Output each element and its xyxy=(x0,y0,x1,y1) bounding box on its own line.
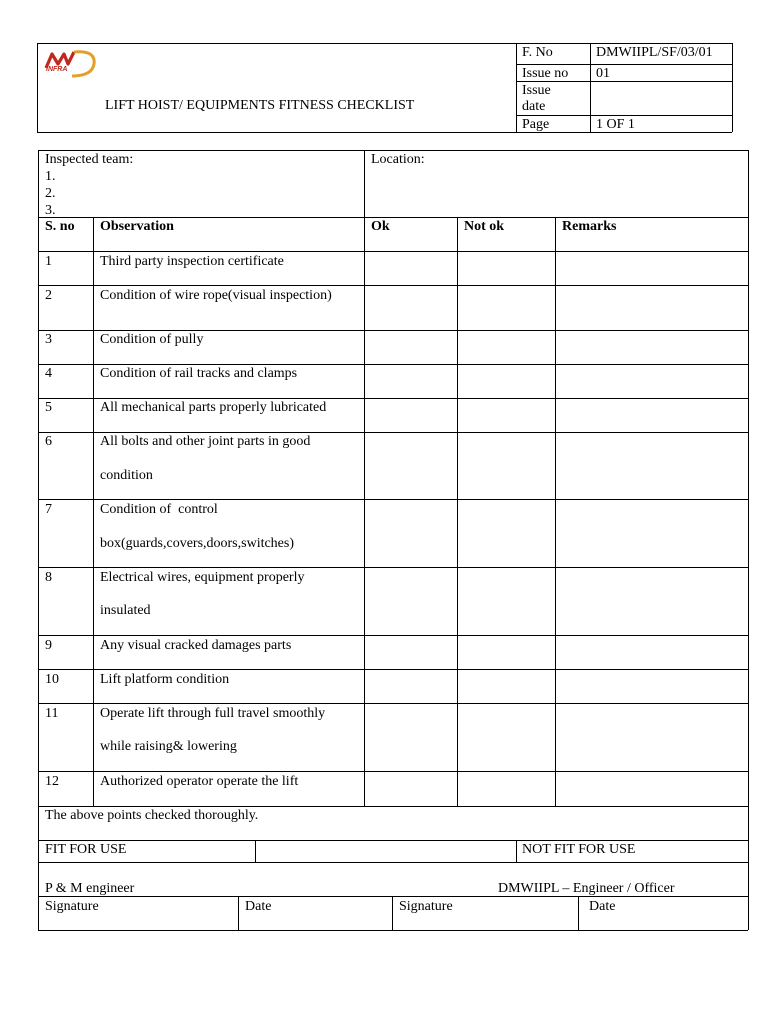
row-number: 2 xyxy=(45,288,52,303)
meta-page-label: Page xyxy=(522,117,550,132)
date-label-pm: Date xyxy=(245,899,272,914)
date-label-dmwiipl: Date xyxy=(589,899,616,914)
col-header-remarks: Remarks xyxy=(562,219,617,234)
checked-statement: The above points checked thoroughly. xyxy=(45,808,259,823)
row-observation-cont: insulated xyxy=(100,603,151,618)
row-number: 1 xyxy=(45,254,52,269)
row-number: 4 xyxy=(45,366,52,381)
col-header-observation: Observation xyxy=(100,219,174,234)
company-logo xyxy=(42,46,98,80)
row-observation: Third party inspection certificate xyxy=(100,254,284,269)
pm-engineer-label: P & M engineer xyxy=(45,881,135,896)
row-observation: Authorized operator operate the lift xyxy=(100,774,299,789)
col-header-not-ok: Not ok xyxy=(464,219,505,234)
col-header-ok: Ok xyxy=(371,219,390,234)
logo-subtext: INFRA xyxy=(46,66,68,73)
row-observation: Operate lift through full travel smoothly xyxy=(100,706,326,721)
form-title: LIFT HOIST/ EQUIPMENTS FITNESS CHECKLIST xyxy=(105,98,415,113)
row-number: 11 xyxy=(45,706,59,721)
row-number: 9 xyxy=(45,638,52,653)
logo-icon xyxy=(42,46,98,80)
fit-for-use-field[interactable] xyxy=(256,841,515,861)
signature-label-pm: Signature xyxy=(45,899,99,914)
row-observation: All mechanical parts properly lubricated xyxy=(100,400,327,415)
team-slot-2: 2. xyxy=(45,186,56,201)
meta-issue-date-label: Issue date xyxy=(522,83,551,114)
dmwiipl-engineer-label: DMWIIPL – Engineer / Officer xyxy=(498,881,675,896)
row-observation: Condition of control xyxy=(100,502,218,517)
signature-label-dmwiipl: Signature xyxy=(399,899,453,914)
row-number: 10 xyxy=(45,672,59,687)
not-fit-for-use-label: NOT FIT FOR USE xyxy=(522,842,636,857)
row-observation-cont: box(guards,covers,doors,switches) xyxy=(100,536,295,551)
row-observation: Condition of rail tracks and clamps xyxy=(100,366,298,381)
row-number: 3 xyxy=(45,332,52,347)
row-number: 8 xyxy=(45,570,52,585)
col-header-sno: S. no xyxy=(45,219,75,234)
row-number: 5 xyxy=(45,400,52,415)
row-observation: Lift platform condition xyxy=(100,672,230,687)
team-slot-3: 3. xyxy=(45,203,56,218)
location-label: Location: xyxy=(371,152,425,167)
row-observation: Condition of wire rope(visual inspection) xyxy=(100,288,332,303)
row-number: 7 xyxy=(45,502,52,517)
meta-fno-value: DMWIIPL/SF/03/01 xyxy=(596,45,713,60)
meta-page-value: 1 OF 1 xyxy=(596,117,635,132)
row-observation-cont: condition xyxy=(100,468,153,483)
meta-issue-no-value: 01 xyxy=(596,66,610,81)
row-observation: All bolts and other joint parts in good xyxy=(100,434,311,449)
not-fit-for-use-field[interactable] xyxy=(640,841,747,861)
row-observation-cont: while raising& lowering xyxy=(100,739,237,754)
row-observation: Electrical wires, equipment properly xyxy=(100,570,305,585)
fit-for-use-label: FIT FOR USE xyxy=(45,842,127,857)
row-observation: Condition of pully xyxy=(100,332,204,347)
row-observation: Any visual cracked damages parts xyxy=(100,638,292,653)
meta-issue-no-label: Issue no xyxy=(522,66,569,81)
row-number: 12 xyxy=(45,774,59,789)
team-slot-1: 1. xyxy=(45,169,56,184)
meta-fno-label: F. No xyxy=(522,45,553,60)
inspected-team-label: Inspected team: xyxy=(45,152,134,167)
row-number: 6 xyxy=(45,434,52,449)
